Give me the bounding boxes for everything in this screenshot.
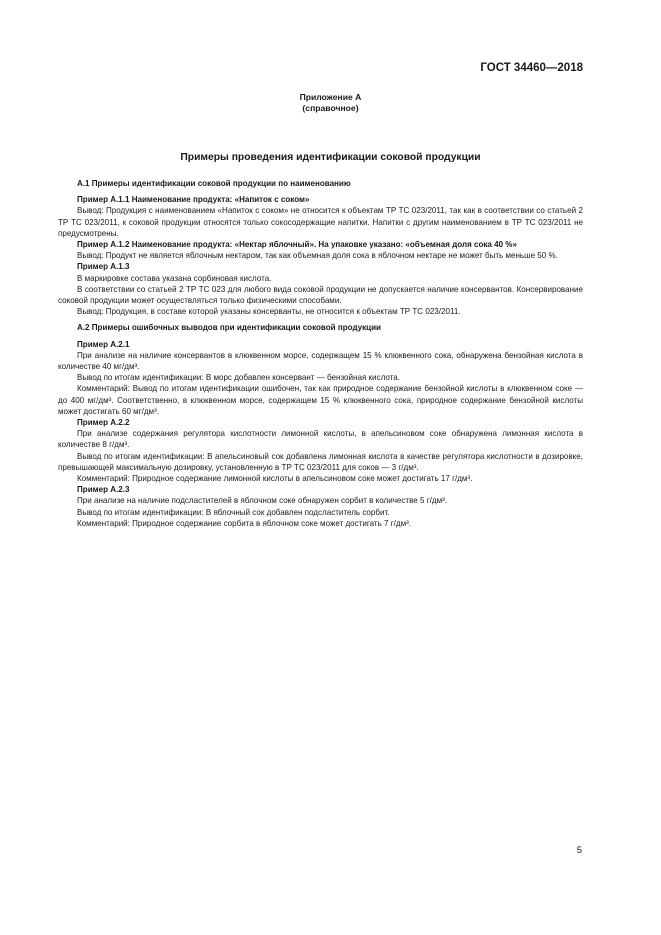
paragraph: В маркировке состава указана сорбиновая кислота. [77, 273, 272, 283]
example-a223-heading: Пример А.2.3 [77, 485, 130, 495]
appendix-type: (справочное) [302, 103, 359, 113]
example-a112-heading: Пример А.1.2 Наименование продукта: «Нектар яблочный». На упаковке указано: «объемная доля сока 40 %» [77, 240, 517, 250]
paragraph: При анализе содержания регулятора кислотности лимонной кислоты, в апельсиновом соке обнаружена лимонная кислота в количестве 8 г/дм³. [58, 429, 583, 450]
document-title: Примеры проведения идентификации соковой продукции [180, 152, 481, 163]
section-a1-heading: А.1 Примеры идентификации соковой продукции по наименованию [77, 179, 351, 188]
example-a113-heading: Пример А.1.3 [77, 262, 130, 272]
page-number: 5 [576, 845, 582, 856]
paragraph: Комментарий: Вывод по итогам идентификации ошибочен, так как природное содержание бензойной кислоты в клюквенном соке — до 400 мг/дм³. Соответственно, в клюквенном морсе, содержащем 15 % клюквенного сока, природное содержание бензойной кислоты может достигать 60 мг/дм³. [58, 384, 583, 416]
paragraph: Комментарий: Природное содержание лимонной кислоты в апельсиновом соке может достигать 17 г/дм³. [77, 474, 473, 484]
paragraph: При анализе на наличие консервантов в клюквенном морсе, содержащем 15 % клюквенного сока, обнаружена бензойная кислота в количестве 40 мг/дм³. [58, 350, 583, 372]
paragraph: Вывод по итогам идентификации: В апельсиновый сок добавлена лимонная кислота в качестве регулятора кислотности в дозировке, превышающей максимальную дозировку, установленную в ТР ТС 023/2011 для соков — 3 г/дм³. [58, 451, 583, 472]
paragraph: Вывод: Продукция, в составе которой указаны консерванты, не относится к объектам ТР ТС 023/2011. [77, 307, 461, 317]
example-a111-heading: Пример А.1.1 Наименование продукта: «Напиток с соком» [77, 195, 310, 205]
appendix-heading [0, 92, 661, 114]
standard-number: ГОСТ 34460—2018 [480, 62, 583, 74]
example-a221-heading: Пример А.2.1 [77, 339, 130, 349]
paragraph: Вывод по итогам идентификации: В морс добавлен консервант — бензойная кислота. [77, 373, 400, 383]
paragraph: Комментарий: Природное содержание сорбита в яблочном соке может достигать 7 г/дм³. [77, 518, 412, 528]
paragraph: При анализе на наличие подсластителей в яблочном соке обнаружен сорбит в количестве 5 г/дм³. [77, 496, 448, 506]
appendix-label: Приложение А [299, 92, 362, 102]
paragraph: Вывод: Продукт не является яблочным нектаром, так как объемная доля сока в яблочном нектаре не может быть меньше 50 %. [77, 251, 558, 261]
example-a222-heading: Пример А.2.2 [77, 418, 130, 428]
paragraph: Вывод: Продукция с наименованием «Напиток с соком» не относится к объектам ТР ТС 023/2011, так как в соответствии со статьей 2 ТР ТС 023/2011, к соковой продукции относятся только сокосодержащие напитки. Напитки с другим наименованием в ТР ТС 023/2011 не предусмотрены. [58, 206, 583, 238]
document-body [58, 178, 583, 529]
paragraph: Вывод по итогам идентификации: В яблочный сок добавлен подсластитель сорбит. [77, 507, 390, 517]
paragraph: В соответствии со статьей 2 ТР ТС 023 для любого вида соковой продукции не допускается наличие консервантов. Консервирование соковой продукции может осуществляться только физическими способами. [58, 284, 583, 306]
section-a2-heading: А.2 Примеры ошибочных выводов при идентификации соковой продукции [77, 323, 382, 333]
